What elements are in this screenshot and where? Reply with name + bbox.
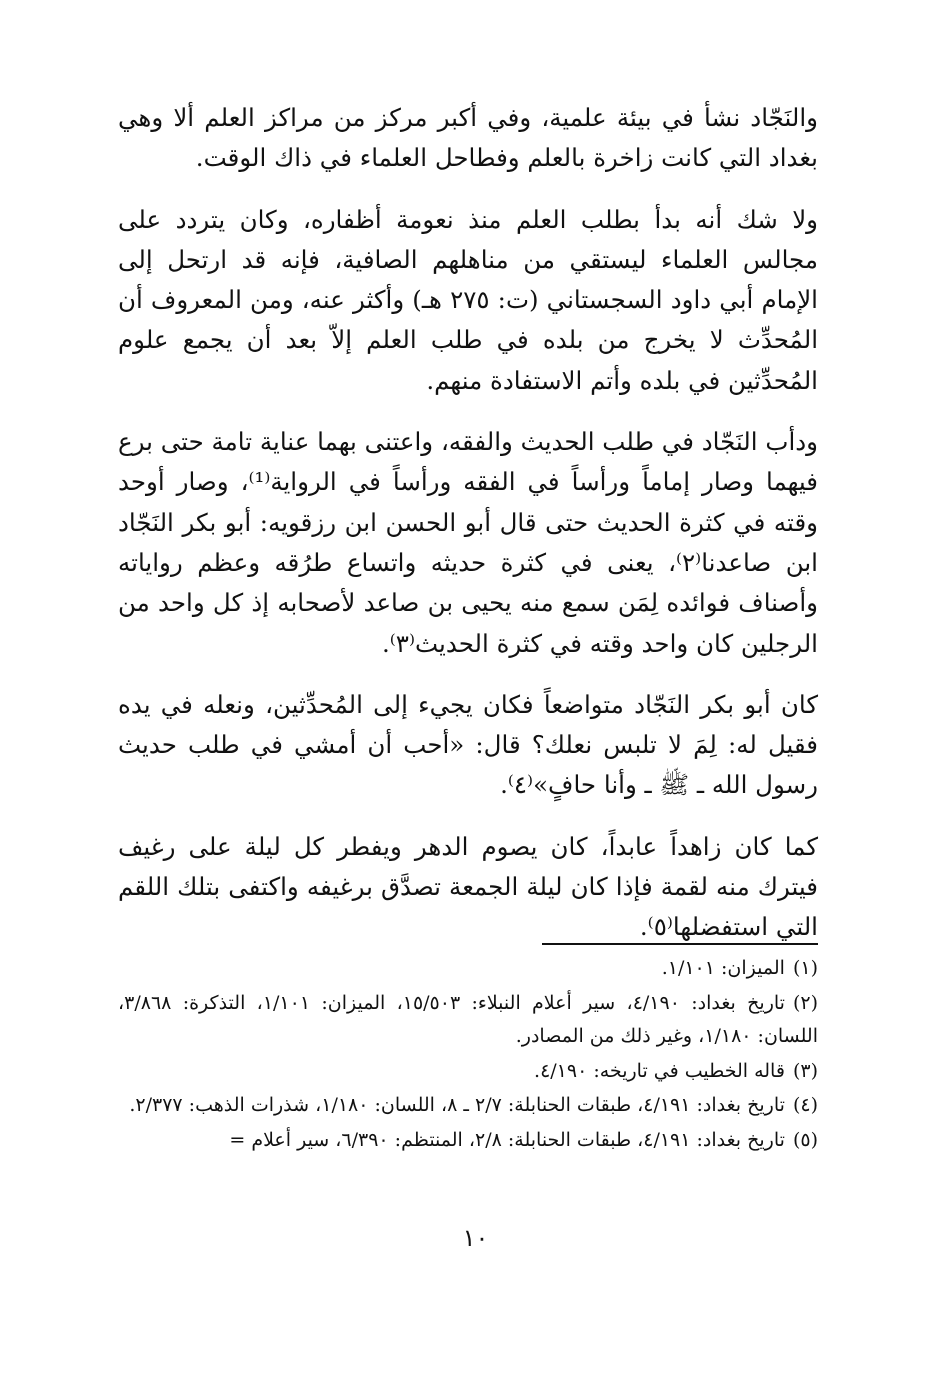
footnote-number: (٢) (792, 991, 819, 1014)
footnote-2 (118, 987, 818, 1054)
footnote-3 (118, 1055, 818, 1089)
footnote-number: (١) (792, 957, 818, 979)
footnote-text: تاريخ بغداد: ٤/١٩٠، سير أعلام النبلاء: ١٥/٥٠٣، الميزان: ١/١٠١، التذكرة: ٣/٨٦٨، اللسان: ١/١٨٠، وغير ذلك من المصادر. (118, 991, 818, 1047)
footnote-1 (118, 952, 818, 986)
footnote-divider (542, 943, 818, 945)
footnote-4 (118, 1089, 818, 1123)
page-number: ١٠ (462, 1224, 489, 1252)
main-text (118, 98, 818, 969)
footnotes (118, 952, 818, 1158)
paragraph-1: والنَجّاد نشأ في بيئة علمية، وفي أكبر مركز من مراكز العلم ألا وهي بغداد التي كانت زاخرة بالعلم وفطاحل العلماء في ذاك الوقت. (118, 103, 818, 173)
footnote-text: تاريخ بغداد: ٤/١٩١، طبقات الحنابلة: ٢/٨، المنتظم: ٦/٣٩٠، سير أعلام = (229, 1128, 785, 1151)
footnote-5 (118, 1124, 818, 1158)
footnote-number: (٥) (792, 1128, 818, 1151)
footnote-text: الميزان: ١/١٠١. (661, 957, 785, 979)
footnote-number: (٣) (792, 1059, 818, 1082)
paragraph-5: كما كان زاهداً عابداً، كان يصوم الدهر ويفطر كل ليلة على رغيف فيترك منه لقمة فإذا كان ليلة الجمعة تصدَّق برغيفه واكتفى بتلك اللقم التي استفضلها⁽٥⁾. (118, 831, 818, 942)
paragraph-4: كان أبو بكر النَجّاد متواضعاً فكان يجيء إلى المُحدِّثين، ونعله في يده فقيل له: لِمَ لا تلبس نعلك؟ قال: «أحب أن أمشي في طلب حديث رسول الله ـ ﷺ ـ وأنا حافٍ»⁽٤⁾. (118, 689, 818, 800)
footnote-number: (٤) (792, 1094, 818, 1116)
paragraph-3: ودأب النَجّاد في طلب الحديث والفقه، واعتنى بهما عناية تامة حتى برع فيهما وصار إماماً ورأساً في الفقه ورأساً في الرواية⁽¹⁾، وصار أوحد وقته في كثرة الحديث حتى قال أبو الحسن ابن رزقويه: أبو بكر النَجّاد ابن صاعدنا⁽٢⁾، يعنى في كثرة حديثه واتساع طرُقه وعظم رواياته وأصناف فوائده لِمَن سمع منه يحيى بن صاعد لأصحابه إذ كل واحد من الرجلين كان واحد وقته في كثرة الحديث⁽٣⁾. (118, 427, 819, 658)
paragraph-2: ولا شك أنه بدأ بطلب العلم منذ نعومة أظفاره، وكان يتردد على مجالس العلماء ليستقي من مناهلهم الصافية، فإنه قد ارتحل إلى الإمام أبي داود السجستاني (ت: ٢٧٥ هـ) وأكثر عنه، ومن المعروف أن المُحدِّث لا يخرج من بلده في طلب العلم إلاّ بعد أن يجمع علوم المُحدِّثين في بلده وأتم الاستفادة منهم. (118, 204, 818, 395)
footnote-text: تاريخ بغداد: ٤/١٩١، طبقات الحنابلة: ٢/٧ ـ ٨، اللسان: ١/١٨٠، شذرات الذهب: ٢/٣٧٧. (129, 1094, 785, 1116)
footnote-text: قاله الخطيب في تاريخه: ٤/١٩٠. (534, 1059, 785, 1082)
